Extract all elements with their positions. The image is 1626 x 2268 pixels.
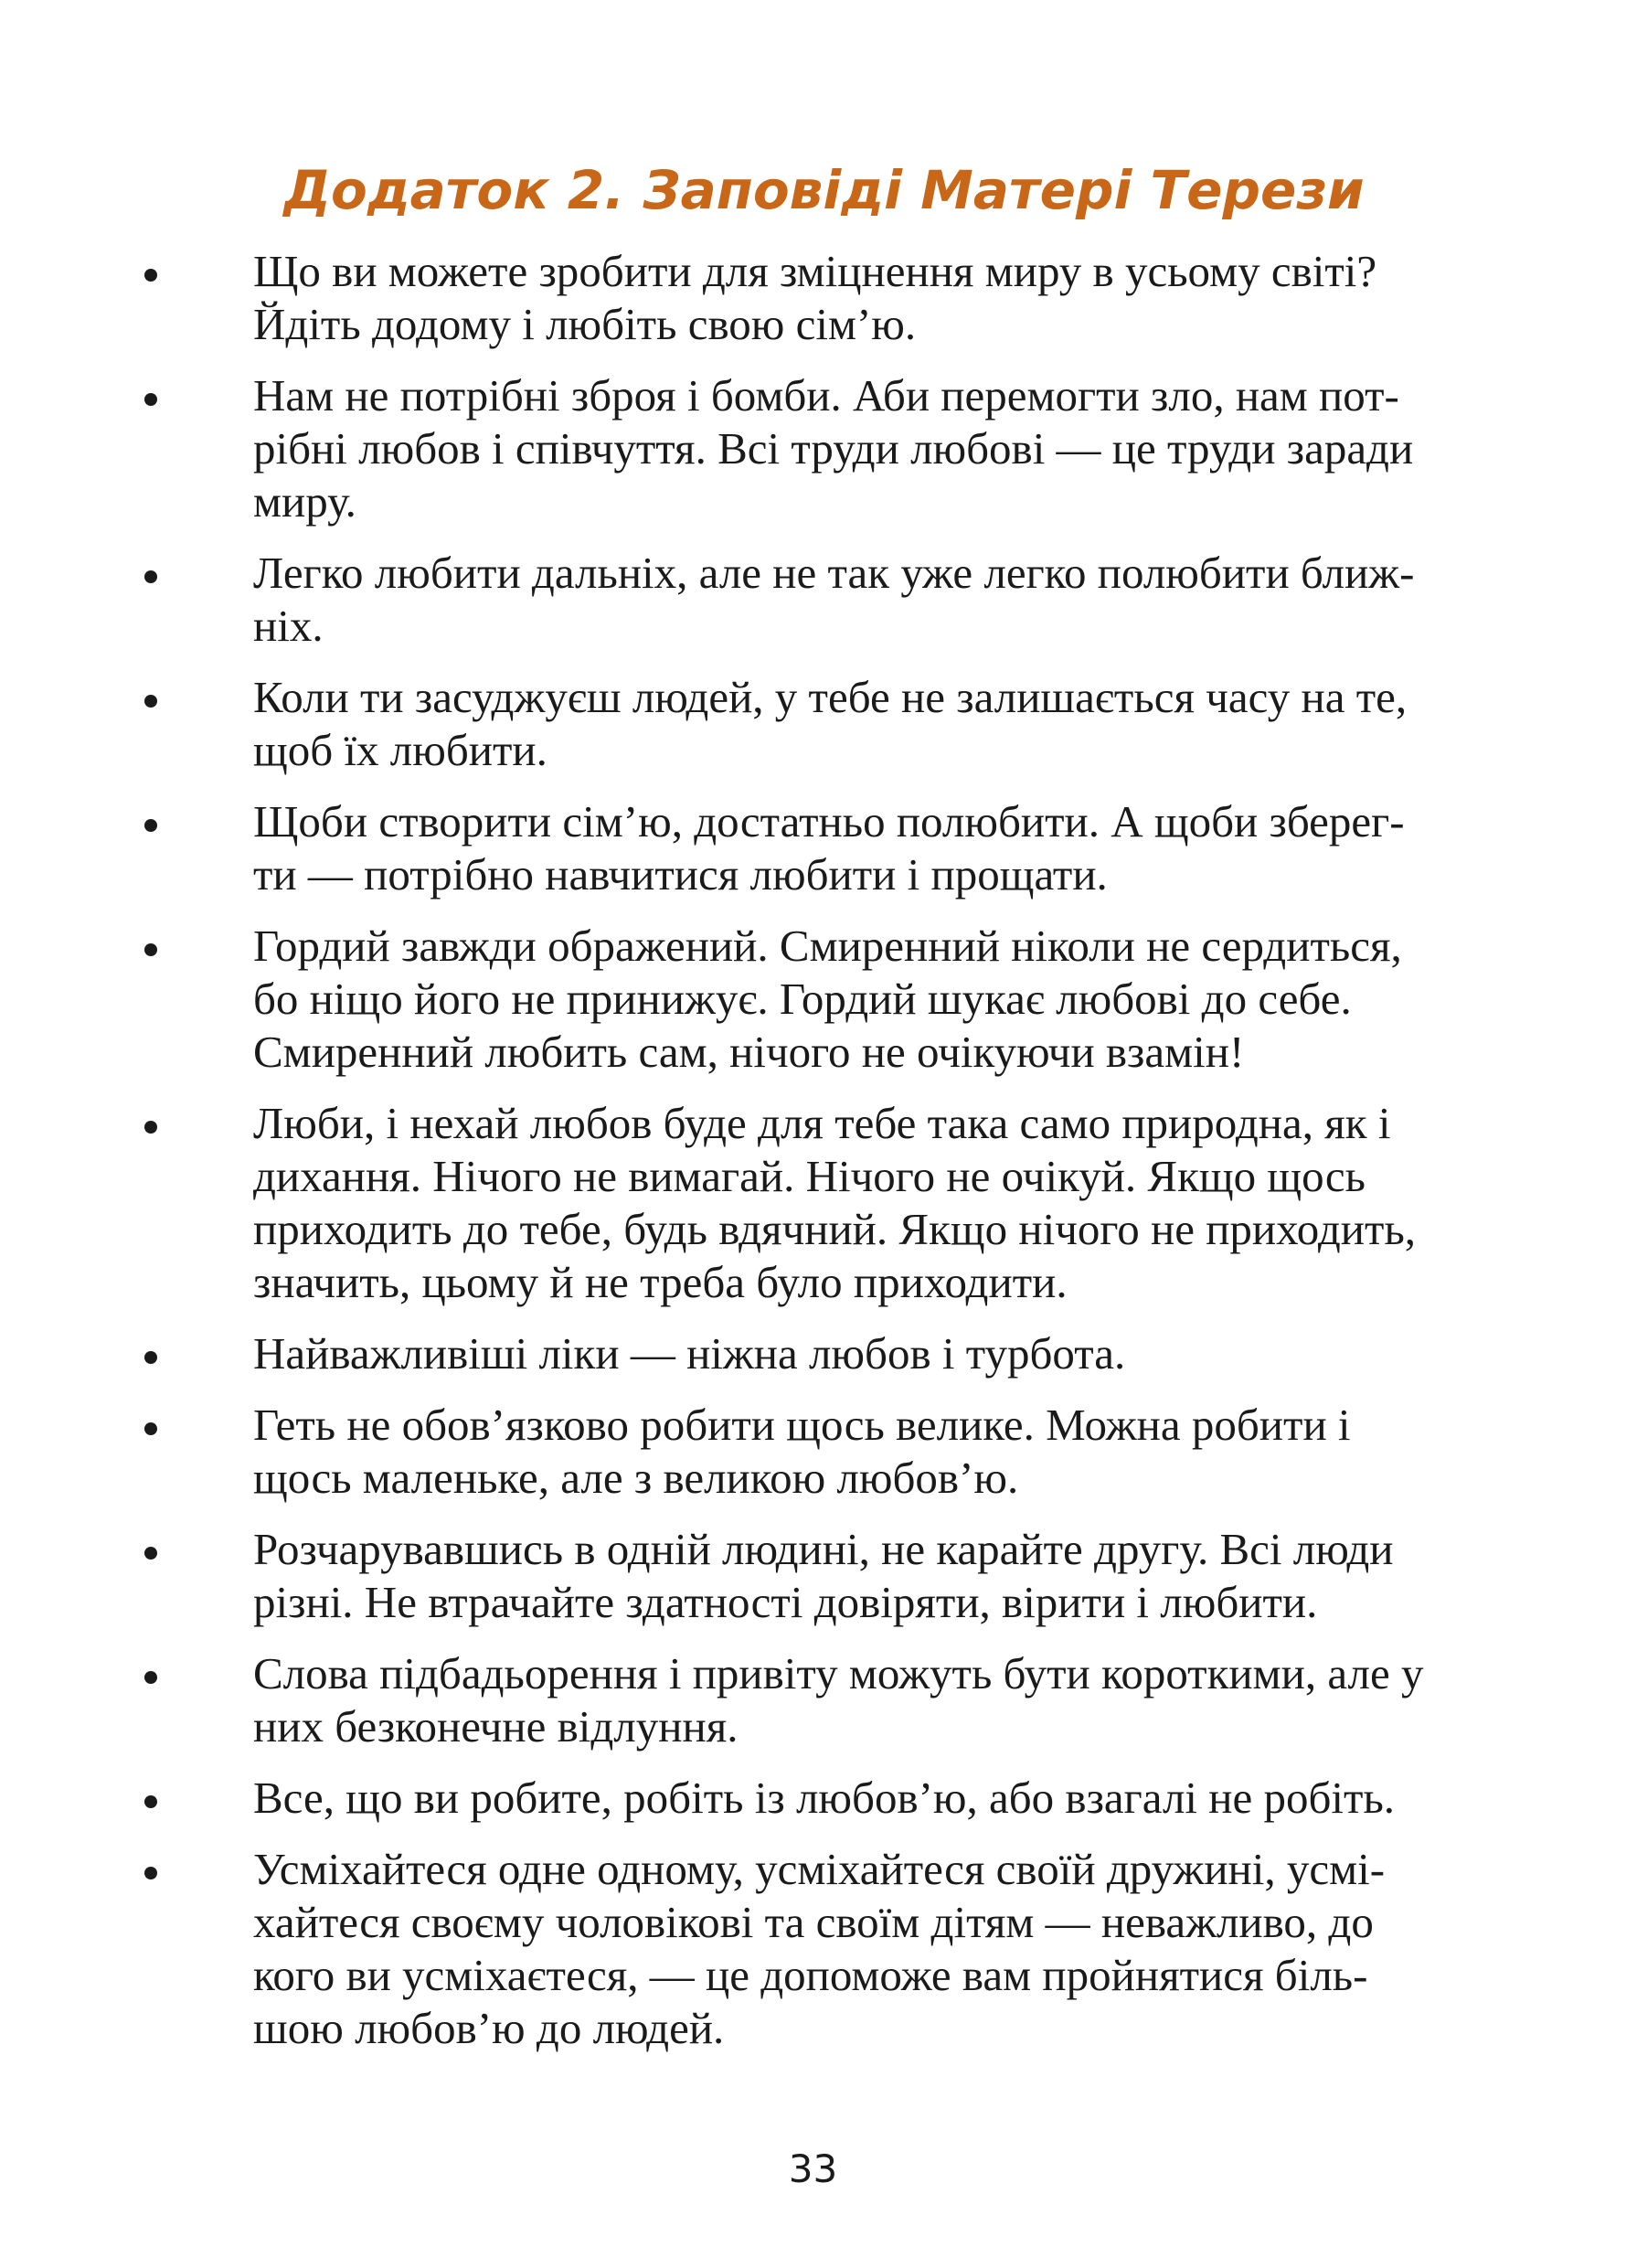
list-item-text: Нам не потрібні зброя і бомби. Аби перемогти зло, нам пот- рібні любов і співчуття. Всі труди любові — це труди заради миру.: [253, 370, 1414, 527]
list-item-text: Що ви можете зробити для зміцнення миру в усьому світі? Йдіть додому і любіть свою сім’ю.: [253, 246, 1377, 349]
page-title-text: Додаток 2. Заповіді Матері Терези: [283, 159, 1365, 221]
bullet-icon: [144, 570, 157, 583]
bullet-icon: [144, 819, 157, 832]
list-item-text: Коли ти засуджуєш людей, у тебе не залишається часу на те, щоб їх любити.: [253, 672, 1408, 775]
list-item: [0, 369, 1626, 528]
list-item-text: Все, що ви робите, робіть із любов’ю, або взагалі не робіть.: [253, 1773, 1396, 1823]
list-item: [0, 1399, 1626, 1505]
bullet-icon: [144, 1867, 157, 1879]
list-item: [0, 1523, 1626, 1629]
bullet-icon: [144, 1351, 157, 1364]
list-item: [0, 1647, 1626, 1753]
bullet-icon: [144, 1671, 157, 1684]
bullet-icon: [144, 1121, 157, 1134]
list-item: [0, 1843, 1626, 2055]
list-item: [0, 920, 1626, 1079]
list-item: [0, 547, 1626, 653]
commandments-list: [0, 245, 1626, 2073]
bullet-icon: [144, 393, 157, 406]
list-item-text: Слова підбадьорення і привіту можуть бути короткими, але у них безконечне відлуння.: [253, 1648, 1424, 1752]
list-item: [0, 1327, 1626, 1380]
list-item: [0, 795, 1626, 901]
list-item-text: Найважливіші ліки — ніжна любов і турбота.: [253, 1328, 1126, 1379]
list-item: [0, 245, 1626, 351]
page-title: [0, 154, 1626, 227]
list-item: [0, 1097, 1626, 1309]
list-item-text: Щоби створити сім’ю, достатньо полюбити. А щоби зберег- ти — потрібно навчитися любити і прощати.: [253, 796, 1405, 900]
list-item-text: Геть не обов’язково робити щось велике. Можна робити і щось маленьке, але з великою любов’ю.: [253, 1400, 1351, 1503]
list-item-text: Розчарувавшись в одній людині, не карайте другу. Всі люди різні. Не втрачайте здатності довіряти, вірити і любити.: [253, 1524, 1394, 1627]
bullet-icon: [144, 269, 157, 282]
list-item-text: Легко любити дальніх, але не так уже легко полюбити ближ- ніх.: [253, 548, 1415, 651]
bullet-icon: [144, 1422, 157, 1435]
page-number: 33: [788, 2146, 838, 2191]
list-item-text: Усміхайтеся одне одному, усміхайтеся своїй дружині, усмі- хайтеся своєму чоловікові та своїм дітям — неважливо, до кого ви усміхаєтеся, — це допоможе вам пройнятися біль- шою любов’ю до людей.: [253, 1844, 1386, 2053]
bullet-icon: [144, 1547, 157, 1560]
list-item: [0, 671, 1626, 777]
list-item: [0, 1772, 1626, 1825]
bullet-icon: [144, 943, 157, 956]
bullet-icon: [144, 695, 157, 708]
bullet-icon: [144, 1795, 157, 1808]
list-item-text: Гордий завжди ображений. Смиренний ніколи не сердиться, бо ніщо його не принижує. Гордий шукає любові до себе. Смиренний любить сам, нічого не очікуючи взамін!: [253, 921, 1402, 1077]
list-item-text: Люби, і нехай любов буде для тебе така само природна, як і дихання. Нічого не вимагай. Нічого не очікуй. Якщо щось приходить до тебе, будь вдячний. Якщо нічого не приходить, значить, цьому й не треба було приходити.: [253, 1098, 1417, 1307]
